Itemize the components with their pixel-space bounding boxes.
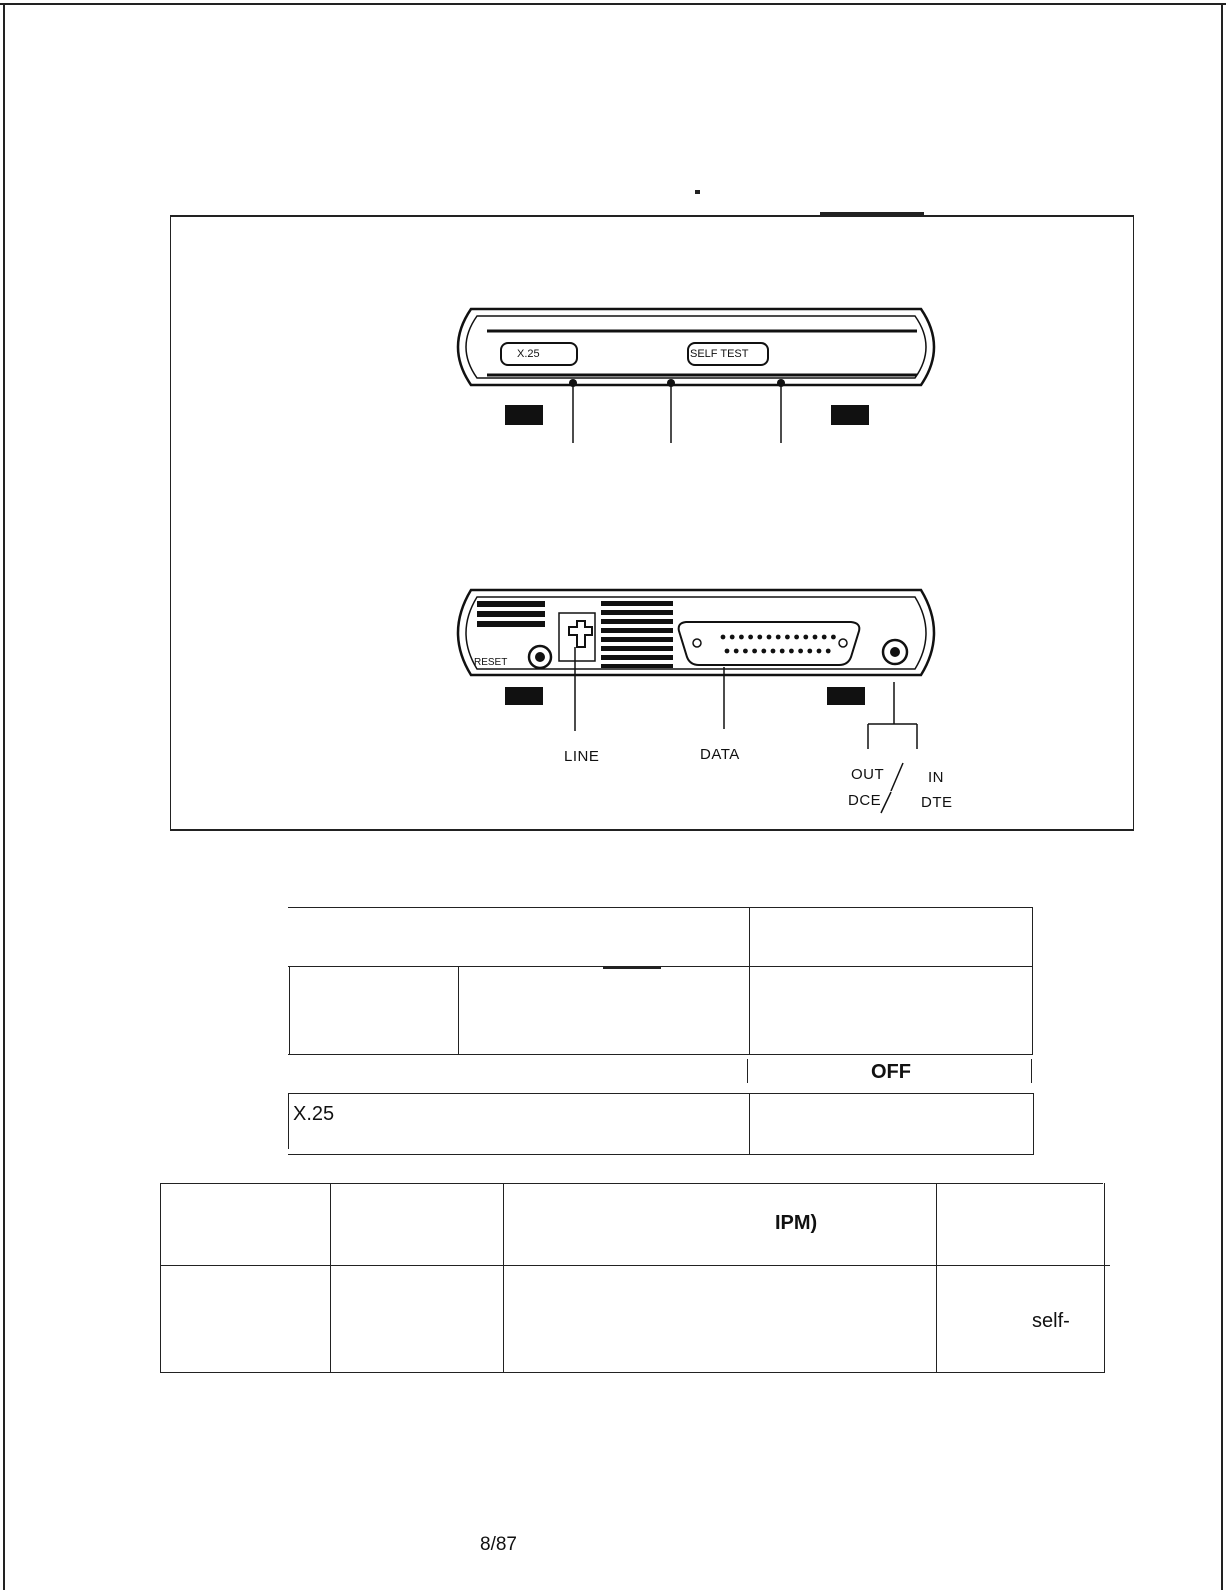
connector-pin xyxy=(725,649,730,654)
connector-pin xyxy=(794,635,799,640)
connector-pin xyxy=(771,649,776,654)
connector-pin xyxy=(730,635,735,640)
page-border-right xyxy=(1221,3,1223,1590)
rear-dce-label: DCE xyxy=(848,792,882,809)
self-cell-fragment: self- xyxy=(1032,1310,1070,1332)
front-x25-label: X.25 xyxy=(517,348,540,360)
rear-line-label: LINE xyxy=(564,748,600,765)
connector-pin xyxy=(761,649,766,654)
connector-pin xyxy=(734,649,739,654)
connector-pin xyxy=(776,635,781,640)
device-drawing xyxy=(171,217,1135,833)
connector-pin xyxy=(798,649,803,654)
connector-pin xyxy=(739,635,744,640)
connector-pin xyxy=(757,635,762,640)
rear-out-label: OUT xyxy=(851,766,885,783)
connector-pin xyxy=(826,649,831,654)
connector-pin xyxy=(752,649,757,654)
table-accent-mark xyxy=(603,966,661,969)
connector-pin xyxy=(831,635,836,640)
connector-pin xyxy=(789,649,794,654)
rear-reset-label: RESET xyxy=(474,657,508,668)
x25-row-label: X.25 xyxy=(293,1103,335,1125)
footer-date: 8/87 xyxy=(480,1534,517,1555)
scan-mark xyxy=(695,190,700,194)
connector-pin xyxy=(822,635,827,640)
connector-pin xyxy=(807,649,812,654)
front-self-test-label: SELF TEST xyxy=(690,348,749,360)
page-border-left xyxy=(3,3,5,1590)
device-figure xyxy=(170,215,1134,831)
rear-data-label: DATA xyxy=(700,746,740,763)
front-panel-drawing xyxy=(458,309,934,443)
db25-pins xyxy=(721,635,836,654)
connector-pin xyxy=(767,635,772,640)
ipm-header-fragment: IPM) xyxy=(775,1212,818,1234)
connector-pin xyxy=(721,635,726,640)
connector-pin xyxy=(780,649,785,654)
connector-pin xyxy=(813,635,818,640)
page-border-top xyxy=(0,3,1226,5)
connector-pin xyxy=(743,649,748,654)
connector-pin xyxy=(817,649,822,654)
connector-pin xyxy=(803,635,808,640)
off-label: OFF xyxy=(871,1061,911,1083)
rear-in-label: IN xyxy=(928,769,944,786)
rear-dte-label: DTE xyxy=(921,794,953,811)
connector-pin xyxy=(785,635,790,640)
connector-pin xyxy=(748,635,753,640)
